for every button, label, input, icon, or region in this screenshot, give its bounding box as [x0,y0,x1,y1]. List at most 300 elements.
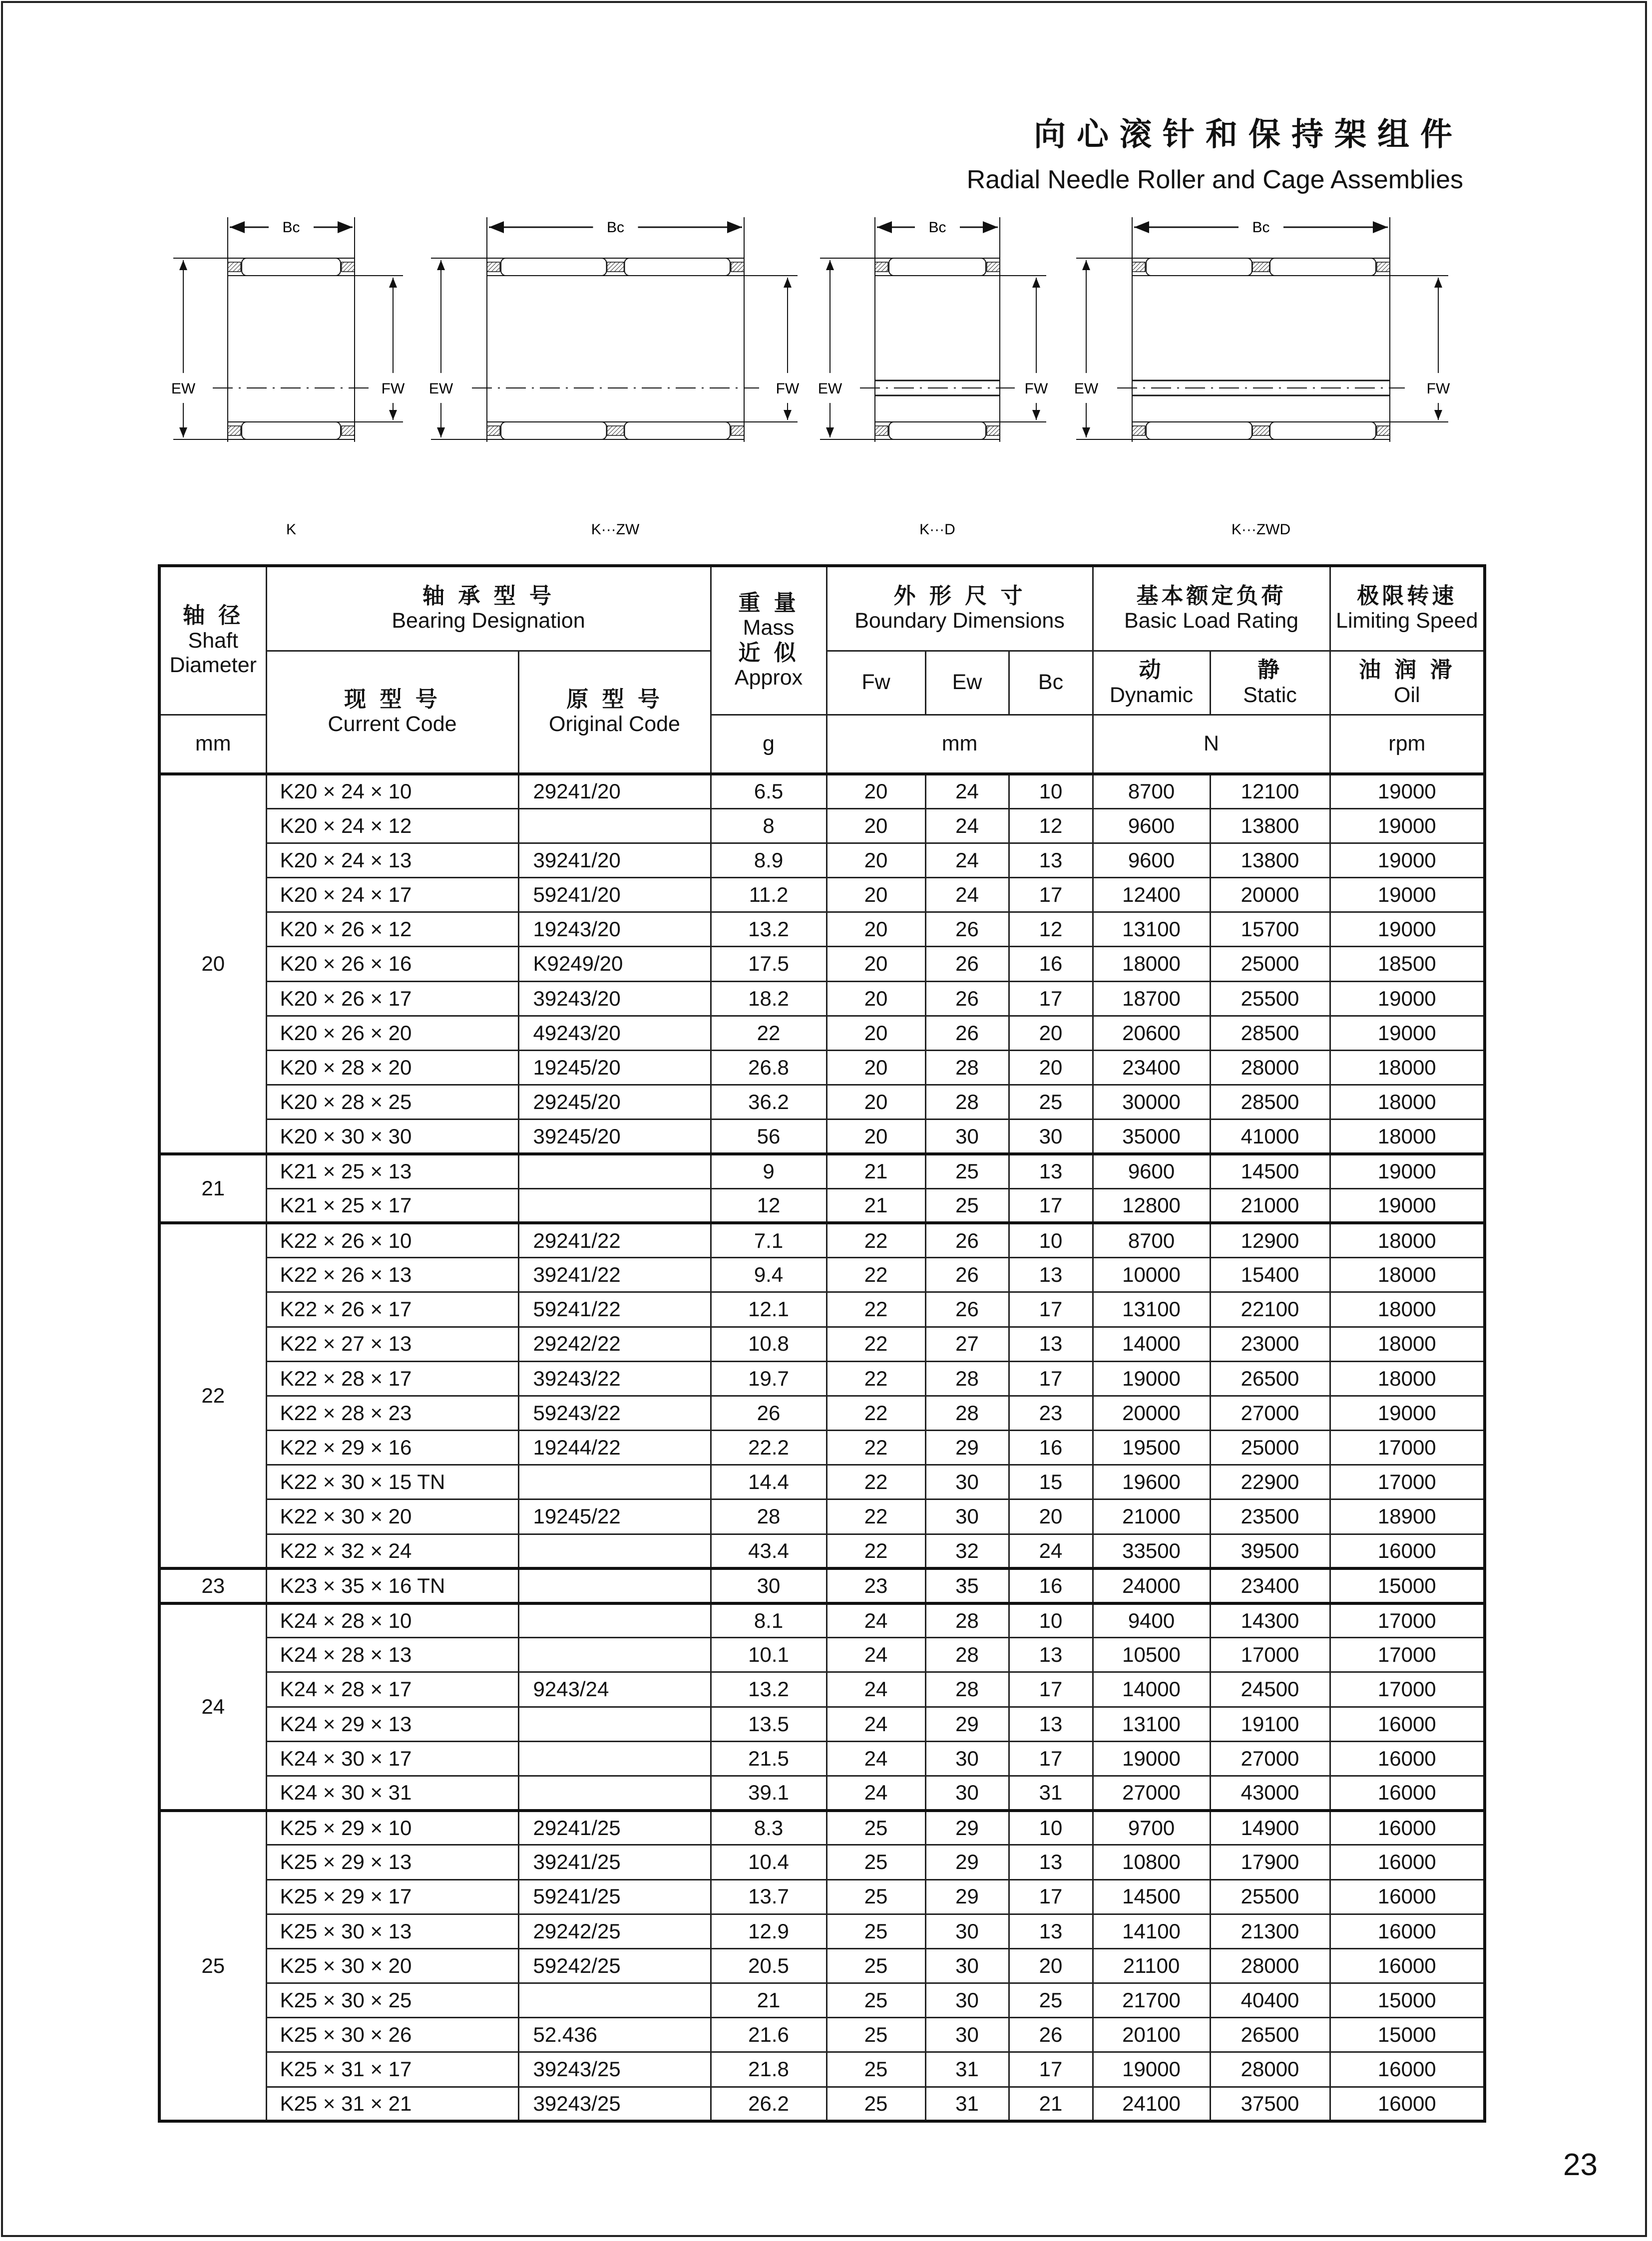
cell-static-load: 12900 [1210,1223,1330,1257]
unit-load-n: N [1093,715,1330,774]
cell-static-load: 37500 [1210,2087,1330,2121]
diagram-ew-label: EW [171,380,196,397]
cell-dynamic-load: 21700 [1093,1983,1210,2018]
cell-static-load: 27000 [1210,1396,1330,1430]
cell-limiting-speed: 16000 [1330,1914,1485,1948]
cell-ew: 30 [925,1983,1009,2018]
cell-ew: 26 [925,1292,1009,1327]
cell-original-code [518,1707,711,1741]
cell-dynamic-load: 18700 [1093,981,1210,1016]
cell-bc: 13 [1009,843,1093,877]
cell-static-load: 41000 [1210,1120,1330,1154]
cell-current-code: K20 × 28 × 25 [266,1085,518,1120]
cell-current-code: K22 × 29 × 16 [266,1431,518,1465]
cell-original-code: 39243/22 [518,1361,711,1396]
table-row [159,1879,1485,1914]
cell-static-load: 40400 [1210,1983,1330,2018]
cell-static-load: 28500 [1210,1016,1330,1050]
cell-original-code: 39243/20 [518,981,711,1016]
cell-bc: 10 [1009,1603,1093,1638]
diagram-type-label: K [286,521,297,538]
cell-fw: 25 [826,2018,925,2052]
cell-current-code: K22 × 28 × 17 [266,1361,518,1396]
cell-ew: 29 [925,1707,1009,1741]
cell-original-code: 19243/20 [518,912,711,947]
cell-fw: 20 [826,878,925,912]
header-current-code: 现 型 号 Current Code [266,651,518,774]
cell-limiting-speed: 18000 [1330,1085,1485,1120]
cell-limiting-speed: 19000 [1330,808,1485,843]
diagram-bc-label: Bc [1252,219,1270,236]
cell-dynamic-load: 20600 [1093,1016,1210,1050]
cell-static-load: 25500 [1210,1879,1330,1914]
cell-original-code [518,1603,711,1638]
cell-current-code: K20 × 26 × 20 [266,1016,518,1050]
table-row [159,1465,1485,1499]
cell-limiting-speed: 16000 [1330,2087,1485,2121]
cell-current-code: K22 × 27 × 13 [266,1327,518,1361]
cell-ew: 28 [925,1085,1009,1120]
table-row [159,1154,1485,1188]
cell-mass: 13.5 [711,1707,826,1741]
cell-fw: 25 [826,2087,925,2121]
cell-dynamic-load: 8700 [1093,774,1210,808]
cell-fw: 22 [826,1223,925,1257]
cell-dynamic-load: 14000 [1093,1672,1210,1707]
cell-current-code: K22 × 30 × 15 TN [266,1465,518,1499]
cell-dynamic-load: 13100 [1093,1292,1210,1327]
cell-bc: 20 [1009,1499,1093,1534]
cell-limiting-speed: 19000 [1330,1154,1485,1188]
page-title-english: Radial Needle Roller and Cage Assemblies [966,165,1463,194]
cell-dynamic-load: 20100 [1093,2018,1210,2052]
cell-mass: 19.7 [711,1361,826,1396]
header-fw: Fw [826,651,925,715]
table-row [159,947,1485,981]
cell-current-code: K20 × 24 × 10 [266,774,518,808]
cell-limiting-speed: 19000 [1330,843,1485,877]
cell-mass: 21 [711,1983,826,2018]
cell-static-load: 20000 [1210,878,1330,912]
header-bc: Bc [1009,651,1093,715]
cell-current-code: K22 × 26 × 13 [266,1258,518,1292]
cell-bc: 17 [1009,1292,1093,1327]
cell-current-code: K20 × 24 × 17 [266,878,518,912]
cell-shaft-diameter: 25 [159,1811,266,2122]
cell-ew: 26 [925,981,1009,1016]
cell-static-load: 28000 [1210,1948,1330,1983]
cell-ew: 26 [925,1016,1009,1050]
cell-ew: 30 [925,1914,1009,1948]
cell-current-code: K25 × 30 × 26 [266,2018,518,2052]
cell-mass: 11.2 [711,878,826,912]
cell-bc: 17 [1009,2052,1093,2087]
cell-static-load: 15400 [1210,1258,1330,1292]
cell-original-code: 9243/24 [518,1672,711,1707]
cell-static-load: 28000 [1210,2052,1330,2087]
cell-current-code: K24 × 28 × 10 [266,1603,518,1638]
cell-current-code: K24 × 28 × 13 [266,1638,518,1672]
cell-limiting-speed: 16000 [1330,2052,1485,2087]
cell-original-code: 39241/20 [518,843,711,877]
cell-bc: 17 [1009,981,1093,1016]
cell-fw: 24 [826,1776,925,1810]
cell-ew: 30 [925,1120,1009,1154]
cell-ew: 28 [925,1396,1009,1430]
cell-bc: 17 [1009,1188,1093,1223]
cell-mass: 21.6 [711,2018,826,2052]
cell-mass: 9.4 [711,1258,826,1292]
cell-dynamic-load: 14500 [1093,1879,1210,1914]
diagram-type-label: K···D [919,521,955,538]
cell-limiting-speed: 18000 [1330,1120,1485,1154]
cell-limiting-speed: 18000 [1330,1361,1485,1396]
diagram-ew-label: EW [428,380,453,397]
cell-current-code: K24 × 29 × 13 [266,1707,518,1741]
table-row [159,1292,1485,1327]
cell-mass: 8.9 [711,843,826,877]
cell-limiting-speed: 15000 [1330,2018,1485,2052]
cell-limiting-speed: 15000 [1330,1568,1485,1603]
cell-current-code: K22 × 30 × 20 [266,1499,518,1534]
cell-current-code: K25 × 30 × 25 [266,1983,518,2018]
cell-dynamic-load: 12400 [1093,878,1210,912]
cell-dynamic-load: 13100 [1093,1707,1210,1741]
cell-fw: 20 [826,1120,925,1154]
cell-ew: 24 [925,878,1009,912]
cell-bc: 13 [1009,1638,1093,1672]
cell-fw: 22 [826,1534,925,1568]
cell-ew: 31 [925,2052,1009,2087]
cell-dynamic-load: 23400 [1093,1051,1210,1085]
unit-shaft-mm: mm [159,715,266,774]
cell-dynamic-load: 18000 [1093,947,1210,981]
cell-bc: 12 [1009,808,1093,843]
cell-mass: 36.2 [711,1085,826,1120]
cell-static-load: 12100 [1210,774,1330,808]
diagram-type-label: K···ZWD [1231,521,1291,538]
cell-bc: 16 [1009,1431,1093,1465]
cell-fw: 22 [826,1258,925,1292]
diagram-fw-label: FW [1024,380,1048,397]
cell-ew: 27 [925,1327,1009,1361]
cell-fw: 25 [826,1948,925,1983]
cell-limiting-speed: 17000 [1330,1465,1485,1499]
cell-mass: 8.3 [711,1811,826,1845]
cell-static-load: 26500 [1210,2018,1330,2052]
cell-fw: 20 [826,1016,925,1050]
diagram-bc-label: Bc [928,219,946,236]
cell-mass: 39.1 [711,1776,826,1810]
table-row [159,1983,1485,2018]
cell-static-load: 23500 [1210,1499,1330,1534]
cell-shaft-diameter: 22 [159,1223,266,1568]
cell-fw: 25 [826,1879,925,1914]
cell-static-load: 19100 [1210,1707,1330,1741]
cell-shaft-diameter: 20 [159,774,266,1154]
cell-current-code: K25 × 30 × 13 [266,1914,518,1948]
cell-bc: 16 [1009,1568,1093,1603]
cell-original-code: 39243/25 [518,2052,711,2087]
cell-static-load: 17000 [1210,1638,1330,1672]
cell-ew: 29 [925,1845,1009,1879]
cell-limiting-speed: 18500 [1330,947,1485,981]
diagram-bc-label: Bc [606,219,625,236]
cell-ew: 26 [925,1223,1009,1257]
cell-current-code: K20 × 26 × 12 [266,912,518,947]
cell-fw: 24 [826,1672,925,1707]
cell-fw: 20 [826,912,925,947]
cell-limiting-speed: 18000 [1330,1051,1485,1085]
cell-original-code: 59241/22 [518,1292,711,1327]
cell-dynamic-load: 10500 [1093,1638,1210,1672]
cell-current-code: K20 × 30 × 30 [266,1120,518,1154]
header-oil: 油 润 滑 Oil [1330,651,1485,715]
cell-dynamic-load: 13100 [1093,912,1210,947]
cell-current-code: K20 × 26 × 17 [266,981,518,1016]
cell-current-code: K24 × 28 × 17 [266,1672,518,1707]
cell-mass: 10.8 [711,1327,826,1361]
table-row [159,1327,1485,1361]
cell-fw: 22 [826,1327,925,1361]
header-static: 静 Static [1210,651,1330,715]
cell-original-code [518,1776,711,1810]
cell-mass: 12.9 [711,1914,826,1948]
cell-bc: 20 [1009,1948,1093,1983]
cell-ew: 28 [925,1051,1009,1085]
cell-mass: 20.5 [711,1948,826,1983]
cell-current-code: K25 × 29 × 13 [266,1845,518,1879]
table-row [159,1396,1485,1430]
cell-fw: 22 [826,1499,925,1534]
cell-limiting-speed: 16000 [1330,1707,1485,1741]
page-title-chinese: 向心滚针和保持架组件 [1034,116,1463,153]
cell-original-code: 39245/20 [518,1120,711,1154]
table-row [159,1776,1485,1810]
cell-original-code [518,808,711,843]
cell-bc: 17 [1009,1361,1093,1396]
cell-original-code: 59241/25 [518,1879,711,1914]
table-row [159,1051,1485,1085]
diagram-K [171,217,405,538]
cell-original-code: 59242/25 [518,1948,711,1983]
cell-original-code: 29245/20 [518,1085,711,1120]
cell-fw: 20 [826,1051,925,1085]
cell-limiting-speed: 17000 [1330,1431,1485,1465]
cell-mass: 6.5 [711,774,826,808]
cell-bc: 17 [1009,1672,1093,1707]
cell-static-load: 13800 [1210,808,1330,843]
cell-mass: 9 [711,1154,826,1188]
cell-ew: 26 [925,1258,1009,1292]
cell-bc: 25 [1009,1983,1093,2018]
cell-mass: 14.4 [711,1465,826,1499]
cell-ew: 24 [925,843,1009,877]
cell-ew: 26 [925,947,1009,981]
cell-bc: 26 [1009,2018,1093,2052]
cell-limiting-speed: 17000 [1330,1603,1485,1638]
cell-dynamic-load: 14000 [1093,1327,1210,1361]
cell-fw: 20 [826,981,925,1016]
cell-bc: 31 [1009,1776,1093,1810]
cell-static-load: 21300 [1210,1914,1330,1948]
cell-bc: 21 [1009,2087,1093,2121]
cell-original-code: 19245/20 [518,1051,711,1085]
cell-original-code [518,1465,711,1499]
cell-ew: 31 [925,2087,1009,2121]
cell-ew: 35 [925,1568,1009,1603]
cell-limiting-speed: 16000 [1330,1948,1485,1983]
cell-limiting-speed: 15000 [1330,1983,1485,2018]
unit-mass-g: g [711,715,826,774]
table-row [159,808,1485,843]
table-row [159,1223,1485,1257]
cell-ew: 24 [925,808,1009,843]
cell-current-code: K25 × 31 × 17 [266,2052,518,2087]
cell-ew: 30 [925,1776,1009,1810]
cell-static-load: 25500 [1210,981,1330,1016]
cell-current-code: K22 × 28 × 23 [266,1396,518,1430]
cell-bc: 15 [1009,1465,1093,1499]
cell-dynamic-load: 24000 [1093,1568,1210,1603]
cell-bc: 10 [1009,774,1093,808]
cell-current-code: K20 × 24 × 13 [266,843,518,877]
header-bearing-designation: 轴 承 型 号 Bearing Designation [266,566,711,651]
cell-bc: 30 [1009,1120,1093,1154]
cell-ew: 26 [925,912,1009,947]
cell-ew: 28 [925,1638,1009,1672]
cell-original-code: 29241/22 [518,1223,711,1257]
cell-current-code: K24 × 30 × 31 [266,1776,518,1810]
table-row [159,1085,1485,1120]
cell-dynamic-load: 10800 [1093,1845,1210,1879]
cell-original-code: 59243/22 [518,1396,711,1430]
header-boundary-dimensions: 外 形 尺 寸 Boundary Dimensions [826,566,1093,651]
cell-dynamic-load: 21100 [1093,1948,1210,1983]
cell-limiting-speed: 17000 [1330,1672,1485,1707]
cell-static-load: 22900 [1210,1465,1330,1499]
cell-dynamic-load: 19500 [1093,1431,1210,1465]
diagram-fw-label: FW [1426,380,1450,397]
cell-original-code [518,1534,711,1568]
cell-mass: 18.2 [711,981,826,1016]
cell-bc: 10 [1009,1811,1093,1845]
header-basic-load-rating: 基本额定负荷 Basic Load Rating [1093,566,1330,651]
cell-original-code: 29242/25 [518,1914,711,1948]
cell-mass: 13.2 [711,1672,826,1707]
table-row [159,1361,1485,1396]
cell-static-load: 28500 [1210,1085,1330,1120]
cell-original-code: 39241/22 [518,1258,711,1292]
cell-static-load: 22100 [1210,1292,1330,1327]
header-ew: Ew [925,651,1009,715]
cell-current-code: K20 × 26 × 16 [266,947,518,981]
cell-fw: 20 [826,808,925,843]
cell-fw: 25 [826,2052,925,2087]
cell-dynamic-load: 12800 [1093,1188,1210,1223]
cell-mass: 26.2 [711,2087,826,2121]
cell-static-load: 23000 [1210,1327,1330,1361]
cell-current-code: K21 × 25 × 17 [266,1188,518,1223]
unit-speed-rpm: rpm [1330,715,1485,774]
cell-dynamic-load: 21000 [1093,1499,1210,1534]
cell-static-load: 21000 [1210,1188,1330,1223]
cell-dynamic-load: 19000 [1093,1741,1210,1776]
cell-current-code: K20 × 24 × 12 [266,808,518,843]
cell-fw: 20 [826,947,925,981]
cell-ew: 30 [925,1948,1009,1983]
cell-limiting-speed: 18000 [1330,1327,1485,1361]
cell-original-code: 49243/20 [518,1016,711,1050]
cell-static-load: 14500 [1210,1154,1330,1188]
cell-limiting-speed: 18000 [1330,1292,1485,1327]
table-row [159,2018,1485,2052]
cell-mass: 56 [711,1120,826,1154]
unit-dims-mm: mm [826,715,1093,774]
header-dynamic: 动 Dynamic [1093,651,1210,715]
bearing-diagrams [150,210,1498,554]
cell-original-code: 19244/22 [518,1431,711,1465]
cell-original-code [518,1983,711,2018]
header-mass: 重 量 Mass 近 似 Approx [711,566,826,715]
cell-original-code: 29242/22 [518,1327,711,1361]
cell-dynamic-load: 9700 [1093,1811,1210,1845]
table-row [159,1120,1485,1154]
cell-bc: 17 [1009,1879,1093,1914]
cell-ew: 29 [925,1431,1009,1465]
cell-limiting-speed: 19000 [1330,912,1485,947]
cell-dynamic-load: 14100 [1093,1914,1210,1948]
cell-ew: 30 [925,2018,1009,2052]
diagram-fw-label: FW [776,380,800,397]
cell-static-load: 14300 [1210,1603,1330,1638]
cell-original-code: 29241/25 [518,1811,711,1845]
cell-dynamic-load: 24100 [1093,2087,1210,2121]
table-row [159,1603,1485,1638]
cell-bc: 13 [1009,1914,1093,1948]
cell-bc: 13 [1009,1258,1093,1292]
cell-fw: 20 [826,1085,925,1120]
cell-static-load: 15700 [1210,912,1330,947]
cell-fw: 23 [826,1568,925,1603]
cell-fw: 21 [826,1188,925,1223]
cell-fw: 24 [826,1638,925,1672]
cell-bc: 20 [1009,1016,1093,1050]
cell-current-code: K20 × 28 × 20 [266,1051,518,1085]
cell-current-code: K22 × 26 × 17 [266,1292,518,1327]
cell-bc: 13 [1009,1845,1093,1879]
cell-current-code: K25 × 29 × 17 [266,1879,518,1914]
cell-limiting-speed: 18000 [1330,1258,1485,1292]
cell-fw: 24 [826,1707,925,1741]
table-row [159,1672,1485,1707]
cell-static-load: 26500 [1210,1361,1330,1396]
cell-bc: 25 [1009,1085,1093,1120]
diagram-bc-label: Bc [282,219,300,236]
diagram-K-ZWD [1074,217,1450,538]
cell-fw: 22 [826,1396,925,1430]
cell-limiting-speed: 16000 [1330,1845,1485,1879]
cell-limiting-speed: 16000 [1330,1776,1485,1810]
cell-bc: 13 [1009,1707,1093,1741]
cell-bc: 13 [1009,1327,1093,1361]
bearing-spec-table [158,564,1486,2123]
cell-static-load: 28000 [1210,1051,1330,1085]
header-original-code: 原 型 号 Original Code [518,651,711,774]
cell-fw: 25 [826,1845,925,1879]
cell-mass: 13.7 [711,1879,826,1914]
cell-mass: 30 [711,1568,826,1603]
